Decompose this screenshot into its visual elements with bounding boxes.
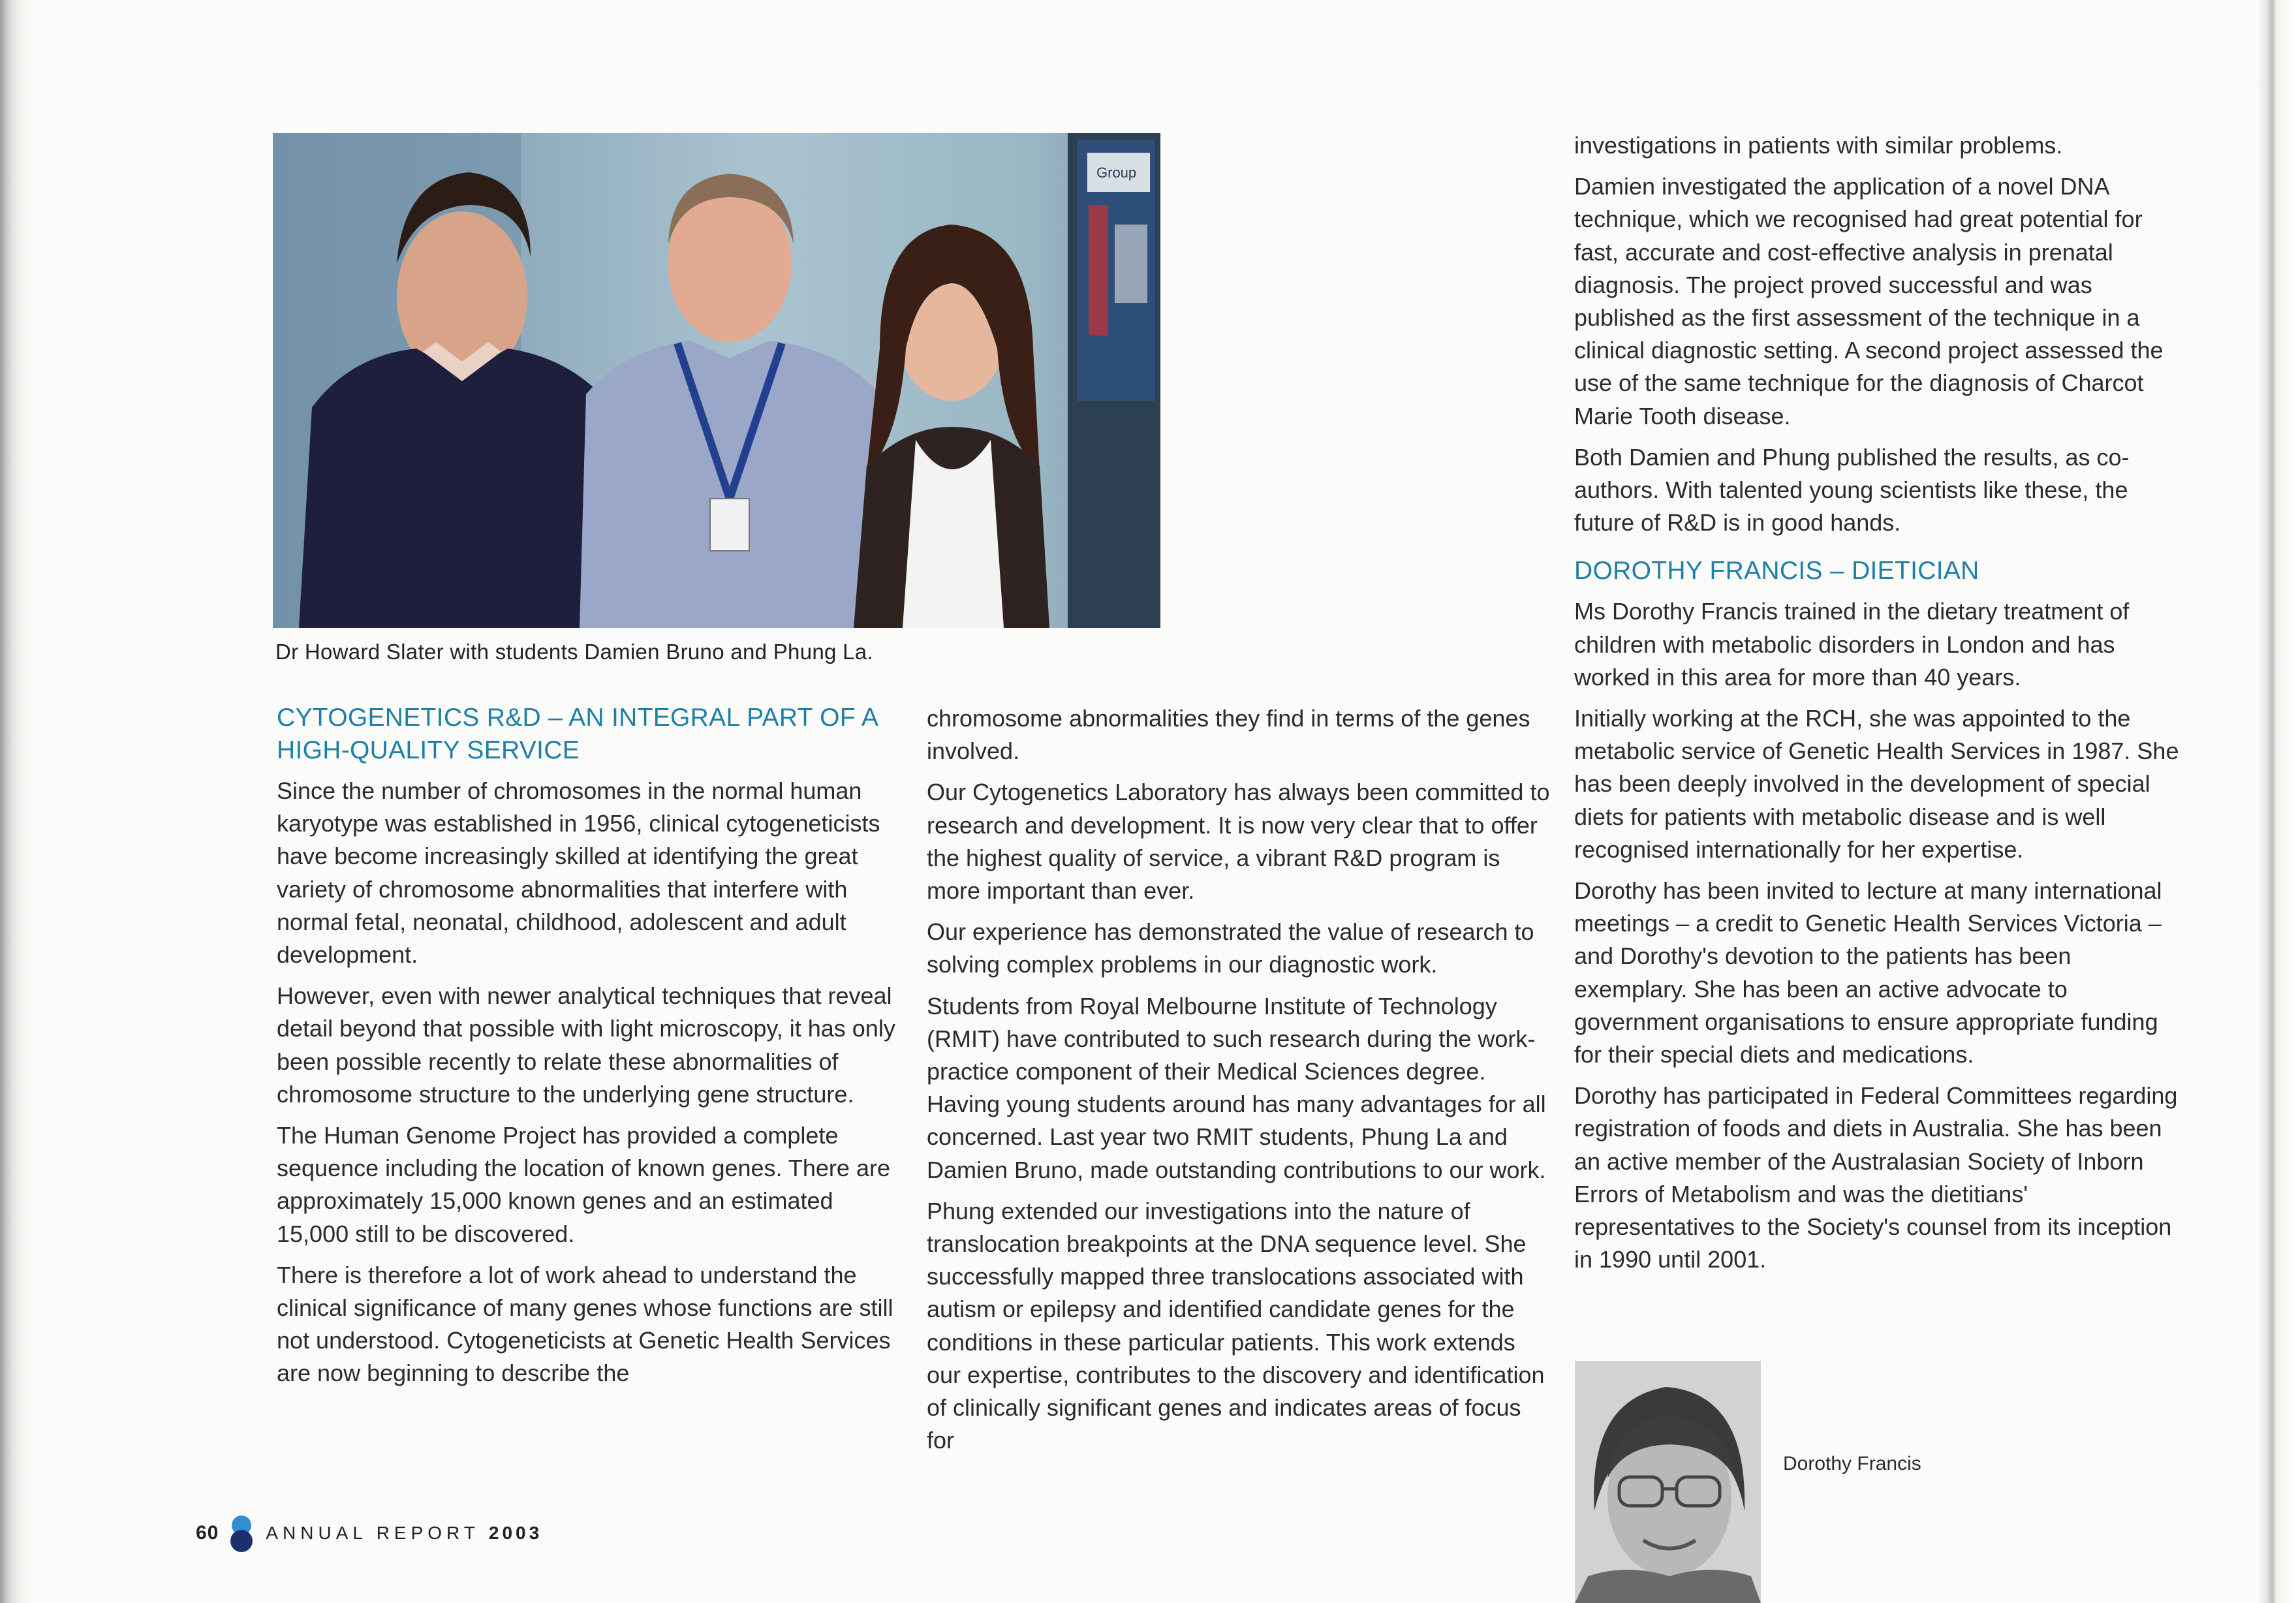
report-logo-icon — [226, 1514, 256, 1553]
paragraph: Since the number of chromosomes in the normal human karyotype was established in 1956, clinical cytogeneticists have become increasingly skilled at identifying the great variety of chromosome abnormalities that interfere with normal fetal, neonatal, childhood, adolescent and adult development. — [277, 777, 880, 969]
column-2 — [927, 702, 1553, 1465]
dorothy-francis-portrait — [1575, 1361, 1761, 1603]
column-3 — [1574, 129, 2188, 1285]
paragraph: Ms Dorothy Francis trained in the dietary treatment of children with metabolic disorders in London and has worked in this area for more than 40 years. — [1574, 598, 2130, 691]
page-binding-shadow — [0, 0, 30, 1603]
poster-text: Group — [1096, 164, 1137, 181]
annual-report-label: ANNUAL REPORT — [266, 1523, 480, 1543]
page-footer — [196, 1514, 542, 1553]
paragraph: Our Cytogenetics Laboratory has always been committed to research and development. It is now very clear that to offer the highest quality of service, a vibrant R&D program is more important than ever. — [927, 779, 1550, 905]
paragraph: investigations in patients with similar problems. — [1574, 132, 2063, 159]
paragraph: Dorothy has participated in Federal Committees regarding registration of foods and diets in Australia. She has been an active member of the Australasian Society of Inborn Errors of Metabolism and was the dietitians' representatives to the Society's counsel from its inception in 1990 until 2001. — [1574, 1082, 2178, 1273]
paragraph: There is therefore a lot of work ahead to understand the clinical significance of many genes whose functions are still not understood. Cytogeneticists at Genetic Health Services are now beginning to describe the — [277, 1261, 893, 1387]
paragraph: Our experience has demonstrated the value of research to solving complex problems in our diagnostic work. — [927, 918, 1534, 978]
paragraph: Both Damien and Phung published the results, as co-authors. With talented young scientists like these, the future of R&D is in good hands. — [1574, 443, 2130, 537]
page-number: 60 — [196, 1522, 219, 1544]
column-1 — [277, 702, 903, 1399]
paragraph: Damien investigated the application of a novel DNA technique, which we recognised had great potential for fast, accurate and cost-effective analysis in prenatal diagnosis. The project proved successful and was published as the first assessment of the technique in a clinical diagnostic setting. A second project assessed the use of the same technique for the diagnosis of Charcot Marie Tooth disease. — [1574, 173, 2164, 429]
dorothy-francis-heading: DOROTHY FRANCIS – DIETICIAN — [1574, 557, 1979, 585]
paragraph: Initially working at the RCH, she was appointed to the metabolic service of Genetic Health Services in 1987. She has been deeply involved in the development of special diets for patients with metabolic disease and is well recognised internationally for her expertise. — [1574, 705, 2179, 863]
paragraph: Phung extended our investigations into the nature of translocation breakpoints at the DNA sequence level. She successfully mapped three translocations associated with autism or epilepsy and identified candidate genes for the conditions in these particular patients. This work extends our expertise, contributes to the discovery and identification of clinically significant genes and indicates areas of focus for — [927, 1197, 1545, 1454]
paragraph: However, even with newer analytical techniques that reveal detail beyond that possible with light microscopy, it has only been possible recently to relate these abnormalities of chromosome structure to the underlying gene structure. — [277, 982, 895, 1108]
annual-report-year: 2003 — [488, 1523, 543, 1543]
paragraph: Dorothy has been invited to lecture at many international meetings – a credit to Genetic Health Services Victoria – and Dorothy's devotion to the patients has been exemplary. She has been an active advocate to government organisations to ensure appropriate funding for their special diets and medications. — [1574, 877, 2162, 1068]
group-photo — [273, 133, 1160, 628]
next-page-edge — [2257, 0, 2296, 1603]
paragraph: The Human Genome Project has provided a complete sequence including the location of known genes. There are approximately 15,000 known genes and an estimated 15,000 still to be discovered. — [277, 1122, 890, 1247]
cytogenetics-heading: CYTOGENETICS R&D – AN INTEGRAL PART OF A HIGH-QUALITY SERVICE — [277, 704, 878, 764]
paragraph: Students from Royal Melbourne Institute of Technology (RMIT) have contributed to such research during the work-practice component of their Medical Sciences degree. Having young students around has many advantages for all concerned. Last year two RMIT students, Phung La and Damien Bruno, made outstanding contributions to our work. — [927, 992, 1546, 1183]
photo-caption: Dr Howard Slater with students Damien Bruno and Phung La. — [275, 640, 873, 664]
paragraph: chromosome abnormalities they find in terms of the genes involved. — [927, 705, 1530, 765]
portrait-caption: Dorothy Francis — [1783, 1453, 1921, 1474]
